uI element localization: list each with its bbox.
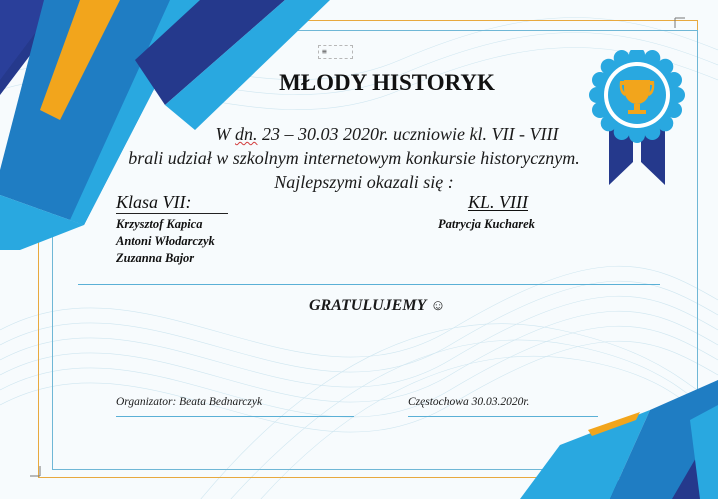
text-frame-marker[interactable]: ≡ bbox=[318, 45, 353, 59]
intro-line-1-rest: 23 – 30.03 2020r. uczniowie kl. VII - VIII bbox=[262, 124, 559, 144]
intro-line-2: brali udział w szkolnym internetowym konkursie historycznym. bbox=[128, 148, 580, 168]
class8-heading: KL. VIII bbox=[468, 192, 528, 212]
student-name: Patrycja Kucharek bbox=[438, 217, 535, 231]
intro-line-1-abbr: dn. bbox=[235, 124, 258, 144]
organizer-text: Organizator: Beata Bednarczyk bbox=[116, 396, 263, 408]
class7-student-list bbox=[116, 216, 215, 267]
class7-heading bbox=[116, 192, 192, 213]
date-signature-line bbox=[408, 416, 598, 417]
congratulations-text bbox=[309, 297, 446, 315]
section-divider bbox=[78, 284, 660, 285]
organizer-signature-line bbox=[116, 416, 354, 417]
intro-line-1-prefix: W bbox=[215, 124, 231, 144]
student-name: Krzysztof Kapica bbox=[116, 217, 203, 231]
class8-student-list bbox=[438, 216, 535, 233]
intro-line-3: Najlepszymi okazali się : bbox=[274, 172, 454, 192]
class7-heading-text: Klasa VII: bbox=[116, 192, 192, 212]
congrats-label: GRATULUJEMY bbox=[309, 297, 427, 314]
trophy-rosette-icon bbox=[587, 50, 687, 190]
smiley-icon: ☺ bbox=[430, 298, 446, 314]
student-name: Antoni Włodarczyk bbox=[116, 234, 215, 248]
student-name: Zuzanna Bajor bbox=[116, 251, 195, 265]
place-date-text: Częstochowa 30.03.2020r. bbox=[408, 396, 530, 408]
class7-heading-underline bbox=[116, 213, 228, 214]
certificate-title: MŁODY HISTORYK bbox=[279, 70, 495, 95]
